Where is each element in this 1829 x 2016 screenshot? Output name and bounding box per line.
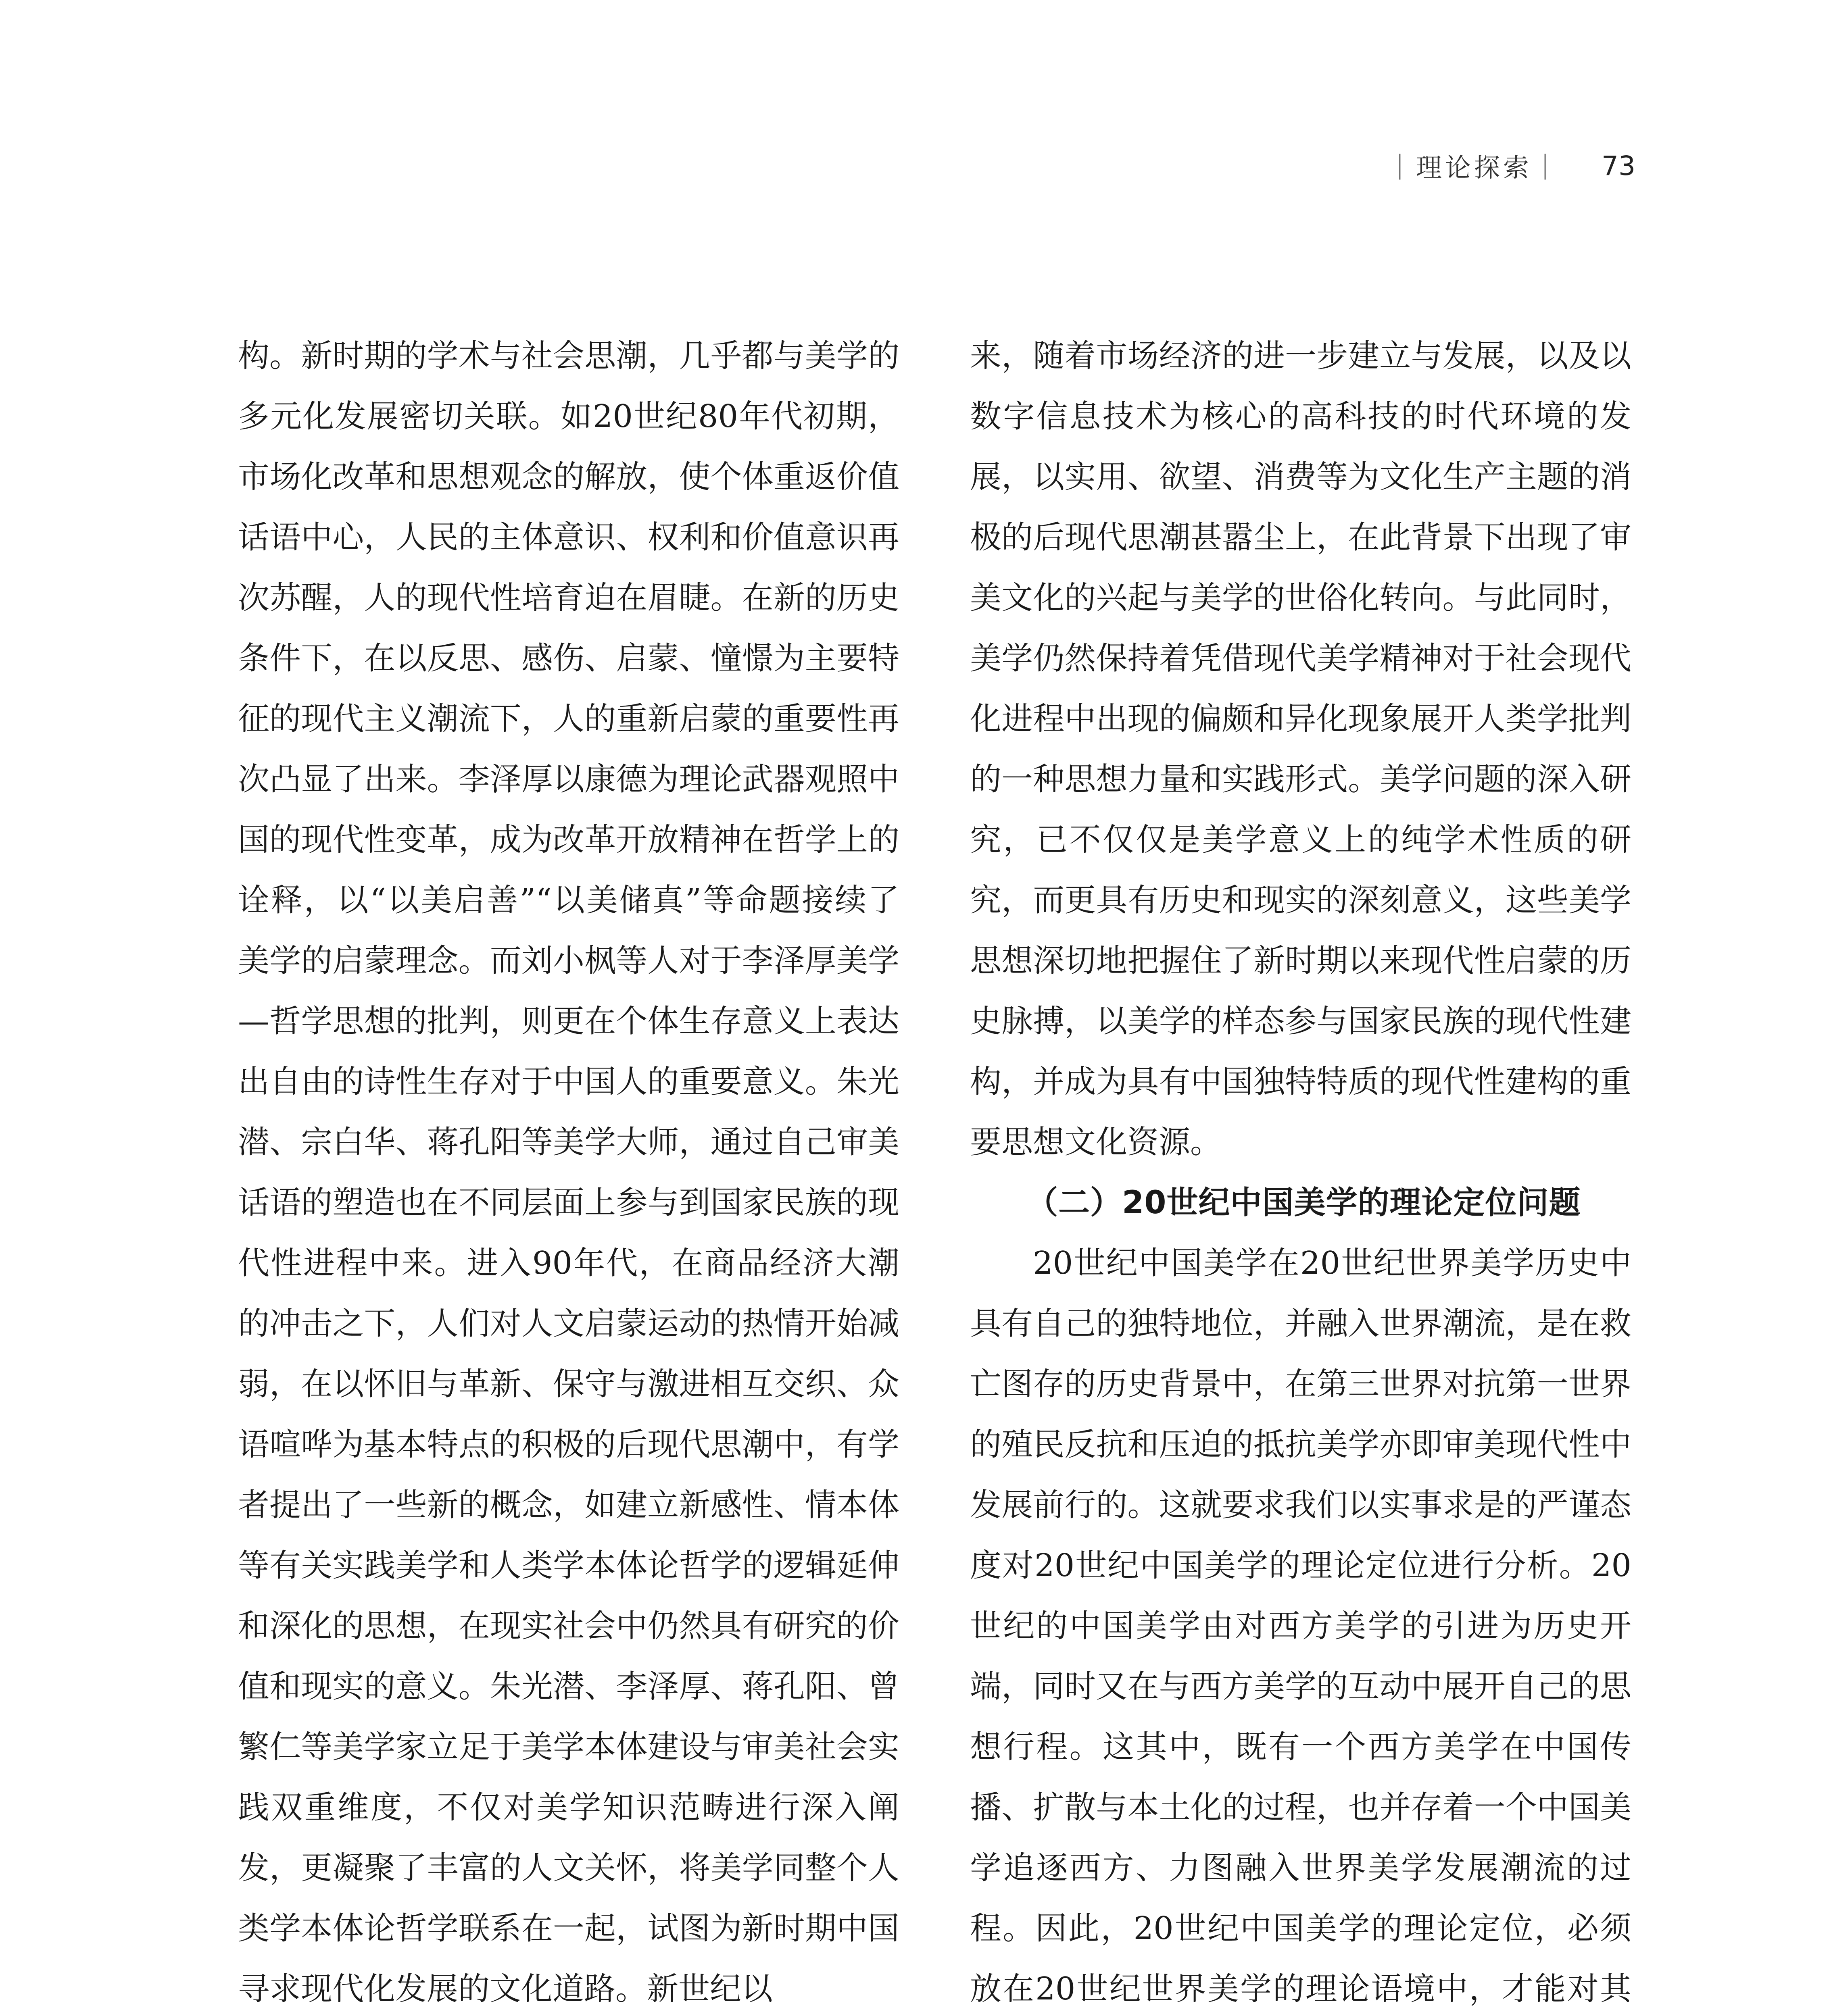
body-paragraph: 来，随着市场经济的进一步建立与发展，以及以数字信息技术为核心的高科技的时代环境的发展，以实用、欲望、消费等为文化生产主题的消极的后现代思潮甚嚣尘上，在此背景下出现了审美文化的兴起与美学的世俗化转向。与此同时，美学仍然保持着凭借现代美学精神对于社会现代化进程中出现的偏颇和异化现象展开人类学批判的一种思想力量和实践形式。美学问题的深入研究，已不仅仅是美学意义上的纯学术性质的研究，而更具有历史和现实的深刻意义，这些美学思想深切地把握住了新时期以来现代性启蒙的历史脉搏，以美学的样态参与国家民族的现代性建构，并成为具有中国独特特质的现代性建构的重要思想文化资源。 bbox=[970, 338, 1631, 1160]
left-column bbox=[238, 326, 899, 2016]
page-number: 73 bbox=[1602, 150, 1635, 181]
running-header bbox=[1387, 147, 1635, 184]
section-heading: （二）20世纪中国美学的理论定位问题 bbox=[1026, 1185, 1581, 1221]
section-label: ｜理论探索｜ bbox=[1387, 153, 1562, 183]
right-column bbox=[970, 326, 1631, 2016]
body-paragraph: 构。新时期的学术与社会思潮，几乎都与美学的多元化发展密切关联。如20世纪80年代初期，市场化改革和思想观念的解放，使个体重返价值话语中心，人民的主体意识、权利和价值意识再次苏醒，人的现代性培育迫在眉睫。在新的历史条件下，在以反思、感伤、启蒙、憧憬为主要特征的现代主义潮流下，人的重新启蒙的重要性再次凸显了出来。李泽厚以康德为理论武器观照中国的现代性变革，成为改革开放精神在哲学上的诠释，以“以美启善”“以美储真”等命题接续了美学的启蒙理念。而刘小枫等人对于李泽厚美学—哲学思想的批判，则更在个体生存意义上表达出自由的诗性生存对于中国人的重要意义。朱光潜、宗白华、蒋孔阳等美学大师，通过自己审美话语的塑造也在不同层面上参与到国家民族的现代性进程中来。进入90年代，在商品经济大潮的冲击之下，人们对人文启蒙运动的热情开始减弱，在以怀旧与革新、保守与激进相互交织、众语喧哗为基本特点的积极的后现代思潮中，有学者提出了一些新的概念，如建立新感性、情本体等有关实践美学和人类学本体论哲学的逻辑延伸和深化的思想，在现实社会中仍然具有研究的价值和现实的意义。朱光潜、李泽厚、蒋孔阳、曾繁仁等美学家立足于美学本体建设与审美社会实践双重维度，不仅对美学知识范畴进行深入阐发，更凝聚了丰富的人文关怀，将美学同整个人类学本体论哲学联系在一起，试图为新时期中国寻求现代化发展的文化道路。新世纪以 bbox=[238, 338, 899, 2007]
body-paragraph: 20世纪中国美学在20世纪世界美学历史中具有自己的独特地位，并融入世界潮流，是在救亡图存的历史背景中，在第三世界对抗第一世界的殖民反抗和压迫的抵抗美学亦即审美现代性中发展前行的。这就要求我们以实事求是的严谨态度对20世纪中国美学的理论定位进行分析。20世纪的中国美学由对西方美学的引进为历史开端，同时又在与西方美学的互动中展开自己的思想行程。这其中，既有一个西方美学在中国传播、扩散与本土化的过程，也并存着一个中国美学追逐西方、力图融入世界美学发展潮流的过程。因此，20世纪中国美学的理论定位，必须放在20世纪世界美学的理论语境中，才能对其 bbox=[970, 1245, 1631, 2007]
